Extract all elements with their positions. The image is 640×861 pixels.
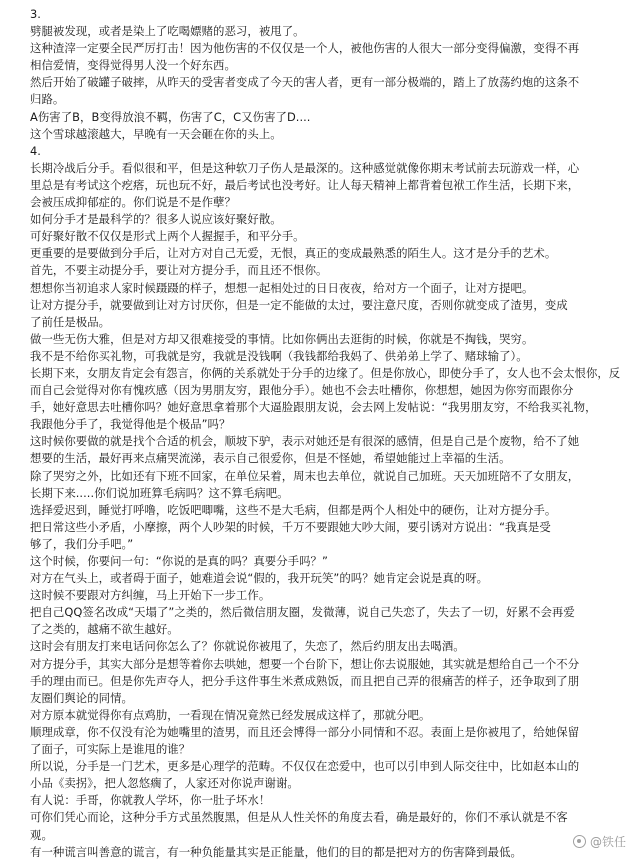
text-line: 所以说，分手是一门艺术，更多是心理学的范畴。不仅仅在恋爱中，也可以引申到人际交往中，比如赵本山的 — [30, 759, 580, 774]
circle-logo-icon — [573, 835, 586, 848]
text-line: 有人说：手哥，你就教人学坏，你一肚子坏水！ — [30, 793, 271, 808]
text-line: 可你们凭心而论，这种分手方式虽然腹黑，但是从人性关怀的角度去看，确是最好的，你们不承认就是不客 — [30, 810, 568, 825]
text-line: 里总是有考试这个疙瘩，玩也玩不好，最后考试也没考好。让人每天精神上都背着包袱工作生活，长期下来， — [30, 177, 580, 192]
text-line: 观。 — [30, 827, 53, 842]
text-line: 对方在气头上，或者碍于面子，她难道会说“假的，我开玩笑”的吗？她肯定会说是真的呀。 — [30, 571, 489, 586]
watermark-text: @铁任 — [589, 835, 626, 849]
text-line: 归路。 — [30, 92, 65, 107]
text-line: 我不是不给你买礼物，可我就是穷，我就是没钱啊（我钱都给我妈了、供弟弟上学了、赌球输了）。 — [30, 348, 528, 363]
text-line: 首先，不要主动提分手，要让对方提分手，而且还不恨你。 — [30, 263, 328, 278]
watermark — [573, 833, 626, 850]
text-line: 如何分手才是最科学的？很多人说应该好聚好散。 — [30, 212, 282, 227]
text-line: 4. — [30, 143, 41, 158]
text-line: 有一种谎言叫善意的谎言，有一种负能量其实是正能量，他们的目的都是把对方的伤害降到最低。 — [30, 844, 522, 859]
text-line: 手的理由而已。但是你先声夺人，把分手这件事生米煮成熟饭，而且把自己弄的很痛苦的样子，还争取到了朋 — [30, 673, 580, 688]
text-line: 选择爱迟到，睡觉打呼噜，吃饭吧唧嘴，这些不是大毛病，但都是两个人相处中的硬伤，让对方提分手。 — [30, 502, 557, 517]
text-line: 劈腿被发现，或者是染上了吃喝嫖赌的恶习，被甩了。 — [30, 24, 305, 39]
text-line: 可好聚好散不仅仅是形式上两个人握握手，和平分手。 — [30, 229, 305, 244]
text-line: 长期冷战后分手。看似很和平，但是这种软刀子伤人是最深的。这种感觉就像你期末考试前去玩游戏一样，心 — [30, 160, 580, 175]
text-line: 更重要的是要做到分手后，让对方对自己无爱，无恨，真正的变成最熟悉的陌生人。这才是分手的艺术。 — [30, 246, 557, 261]
text-line: A伤害了B，B变得放浪不羁，伤害了C，C又伤害了D.... — [30, 109, 311, 124]
text-line: 长期下来，女朋友肯定会有怨言，你俩的关系就处于分手的边缘了。但是你放心，即使分手了，女人也不会太恨你，反 — [30, 366, 621, 380]
text-line: 了前任是极品。 — [30, 314, 111, 329]
text-line: 友圈们舆论的同情。 — [30, 690, 133, 705]
text-line: 想要的生活，最好再来点痛哭流涕，表示自己很爱你，但是不怪她，希望她能过上幸福的生活。 — [30, 451, 511, 466]
article-body — [30, 6, 620, 861]
text-line: 而自己会觉得对你有愧疚感（因为男朋友穷，跟他分手）。她也不会去吐槽你，你想想，她因为你穷而跟你分 — [30, 383, 574, 398]
text-line: 这个时候，你要问一句：“你说的是真的吗？真要分手吗？” — [30, 554, 328, 568]
text-line: 我跟他分手了，我觉得他是个极品”吗？ — [30, 417, 231, 432]
text-line: 除了哭穷之外，比如还有下班不回家，在单位呆着，周末也去单位，就说自己加班。天天加班陪不了女朋友， — [30, 468, 580, 483]
text-line: 这时候不要跟对方纠缠，马上开始下一步工作。 — [30, 588, 271, 603]
text-line: 让对方提分手，就要做到让对方讨厌你，但是一定不能做的太过，要注意尺度，否则你就变成了渣男，变成 — [30, 297, 568, 312]
text-line: 这个雪球越滚越大，早晚有一天会砸在你的头上。 — [30, 126, 282, 141]
text-line: 够了，我们分手吧。” — [30, 536, 134, 551]
text-line: 相信爱情，变得觉得男人没一个好东西。 — [30, 58, 236, 73]
text-line: 对方提分手，其实大部分是想等着你去哄她，想要一个台阶下，想让你去说服她，其实就是想给自己一个不分 — [30, 656, 580, 671]
text-line: 了之类的，越痛不欲生越好。 — [30, 622, 179, 637]
text-line: 这时候你要做的就是找个合适的机会，顺坡下驴，表示对她还是有很深的感情，但是自己是个废物，给不了她 — [30, 434, 580, 449]
text-line: 3. — [30, 7, 41, 21]
text-line: 想想你当初追求人家时候蹑蹑的样子，想想一起相处过的日日夜夜，给对方一个面子，让对方提吧。 — [30, 280, 534, 295]
text-line: 小品《卖拐》，把人忽悠瘸了，人家还对你说声谢谢。 — [30, 776, 299, 791]
text-line: 长期下来.....你们说加班算毛病吗？这不算毛病吧。 — [30, 485, 289, 500]
text-line: 这时会有朋友打来电话问你怎么了？你就说你被甩了，失恋了，然后约朋友出去喝酒。 — [30, 639, 465, 654]
text-line: 了面子，可实际上是谁甩的谁？ — [30, 742, 191, 757]
text-line: 这种渣滓一定要全民严厉打击！因为他伤害的不仅仅是一个人，被他伤害的人很大一部分变得偏激，变得不再 — [30, 41, 580, 56]
text-line: 对方原本就觉得你有点鸡肋，一看现在情况竟然已经发展成这样了，那就分吧。 — [30, 707, 431, 722]
text-line: 手，她好意思去吐槽你吗？她好意思拿着那个大逼脸跟朋友说，会去网上发帖说：“我男朋友穷，不给我买礼物， — [30, 400, 597, 415]
text-line: 把日常这些小矛盾，小摩擦，两个人吵架的时候，千万不要跟她大吵大闹，要引诱对方说出：“我真是受 — [30, 519, 551, 534]
text-line: 然后开始了破罐子破摔，从昨天的受害者变成了今天的害人者，更有一部分极端的，踏上了放荡约炮的这条不 — [30, 75, 580, 90]
text-line: 做一些无伤大雅，但是对方却又很难接受的事情。比如你俩出去逛街的时候，你就是不掏钱，哭穷。 — [30, 331, 534, 346]
text-line: 把自己QQ签名改成“天塌了”之类的，然后微信朋友圈，发微薄，说自己失恋了，失去了一切，好累不会再爱 — [30, 605, 575, 620]
text-line: 会被压成抑郁症的。你们说是不是作孽？ — [30, 195, 236, 210]
text-line: 顺理成章，你不仅没有沦为她嘴里的渣男，而且还会博得一部分小同情和不忍。表面上是你被甩了，给她保留 — [30, 724, 580, 739]
